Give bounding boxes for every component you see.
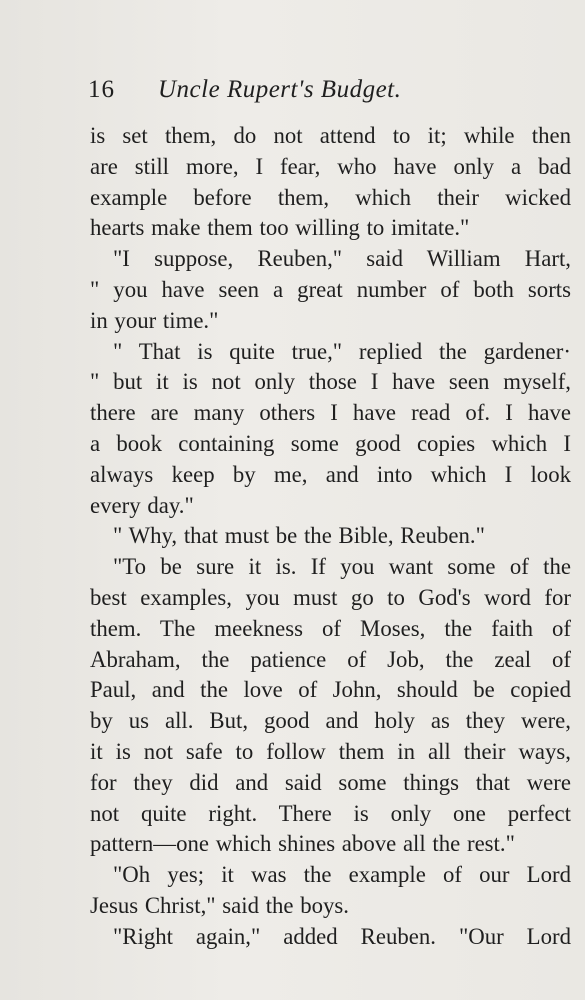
text-line: not quite right. There is only one perfect: [90, 800, 571, 826]
text-line: there are many others I have read of. I have: [90, 400, 571, 426]
text-line: every day.": [90, 492, 194, 518]
text-line: " but it is not only those I have seen myself,: [90, 369, 571, 395]
page-number: 16: [88, 76, 115, 103]
text-line: is set them, do not attend to it; while then: [90, 123, 571, 148]
text-line: example before them, which their wicked: [90, 184, 571, 210]
text-line: best examples, you must go to God's word for: [90, 584, 571, 610]
running-head: [88, 76, 498, 112]
text-line: Jesus Christ," said the boys.: [90, 892, 350, 918]
text-line: " That is quite true," replied the gardener·: [113, 338, 571, 364]
running-title: Uncle Rupert's Budget.: [158, 76, 402, 103]
text-line: by us all. But, good and holy as they were,: [90, 708, 571, 734]
text-line: hearts make them too willing to imitate.": [90, 215, 470, 241]
text-line: "Oh yes; it was the example of our Lord: [113, 862, 571, 888]
text-line: them. The meekness of Moses, the faith of: [90, 615, 571, 641]
text-line: Paul, and the love of John, should be copied: [90, 677, 571, 703]
text-line: for they did and said some things that were: [90, 769, 571, 795]
text-line: it is not safe to follow them in all their ways,: [90, 738, 571, 764]
text-line: pattern—one which shines above all the rest.": [90, 831, 515, 857]
text-line: " Why, that must be the Bible, Reuben.": [113, 523, 485, 549]
text-line: "To be sure it is. If you want some of the: [113, 554, 571, 580]
text-line: Abraham, the patience of Job, the zeal of: [90, 646, 571, 672]
text-line: are still more, I fear, who have only a bad: [90, 153, 571, 179]
body-text: [90, 121, 571, 953]
text-line: "I suppose, Reuben," said William Hart,: [113, 246, 571, 272]
text-line: " you have seen a great number of both sorts: [90, 276, 571, 302]
text-line: "Right again," added Reuben. "Our Lord: [113, 923, 571, 949]
text-line: in your time.": [90, 307, 219, 333]
text-line: a book containing some good copies which I: [90, 430, 571, 456]
text-line: always keep by me, and into which I look: [90, 461, 571, 487]
